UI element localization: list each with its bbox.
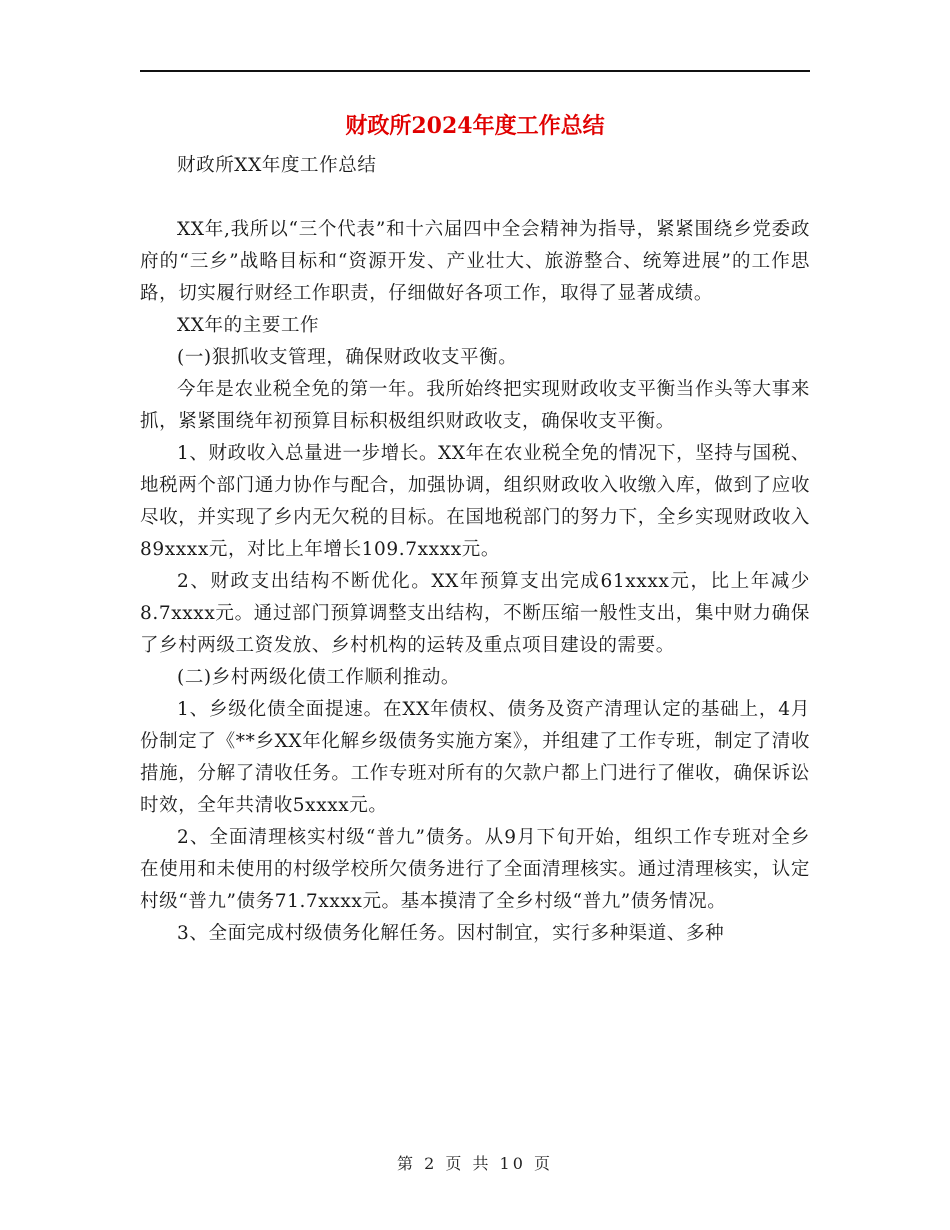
page-number-footer: 第 2 页 共 10 页 xyxy=(397,1154,553,1173)
section-heading-main-work: XX年的主要工作 xyxy=(177,315,320,336)
section-heading-2: (二)乡村两级化债工作顺利推动。 xyxy=(177,667,461,688)
paragraph-intro: XX年,我所以“三个代表”和十六届四中全会精神为指导，紧紧围绕乡党委政府的“三乡”战略目标和“资源开发、产业壮大、旅游整合、统筹进展”的工作思路，切实履行财经工作职责，仔细做好各项工作，取得了显著成绩。 xyxy=(140,219,810,304)
paragraph: 3、全面完成村级债务化解任务。因村制宜，实行多种渠道、多种 xyxy=(177,923,725,944)
document-body xyxy=(140,150,810,950)
paragraph: 2、财政支出结构不断优化。XX年预算支出完成61xxxx元，比上年减少8.7xxxx元。通过部门预算调整支出结构，不断压缩一般性支出，集中财力确保了乡村两级工资发放、乡村机构的运转及重点项目建设的需要。 xyxy=(140,571,810,656)
paragraph: 今年是农业税全免的第一年。我所始终把实现财政收支平衡当作头等大事来抓，紧紧围绕年初预算目标积极组织财政收支，确保收支平衡。 xyxy=(140,379,810,432)
header-rule xyxy=(140,70,810,72)
paragraph: 1、乡级化债全面提速。在XX年债权、债务及资产清理认定的基础上，4月份制定了《**乡XX年化解乡级债务实施方案》，并组建了工作专班，制定了清收措施，分解了清收任务。工作专班对所有的欠款户都上门进行了催收，确保诉讼时效，全年共清收5xxxx元。 xyxy=(140,699,810,816)
paragraph: 1、财政收入总量进一步增长。XX年在农业税全免的情况下，坚持与国税、地税两个部门通力协作与配合，加强协调，组织财政收入收缴入库，做到了应收尽收，并实现了乡内无欠税的目标。在国地税部门的努力下，全乡实现财政收入89xxxx元，对比上年增长109.7xxxx元。 xyxy=(140,443,810,560)
document-subtitle: 财政所XX年度工作总结 xyxy=(177,155,377,176)
paragraph: 2、全面清理核实村级“普九”债务。从9月下旬开始，组织工作专班对全乡在使用和未使用的村级学校所欠债务进行了全面清理核实。通过清理核实，认定村级“普九”债务71.7xxxx元。基本摸清了全乡村级“普九”债务情况。 xyxy=(140,827,810,912)
section-heading-1: (一)狠抓收支管理，确保财政收支平衡。 xyxy=(177,347,518,368)
document-title: 财政所2024年度工作总结 xyxy=(345,113,605,139)
